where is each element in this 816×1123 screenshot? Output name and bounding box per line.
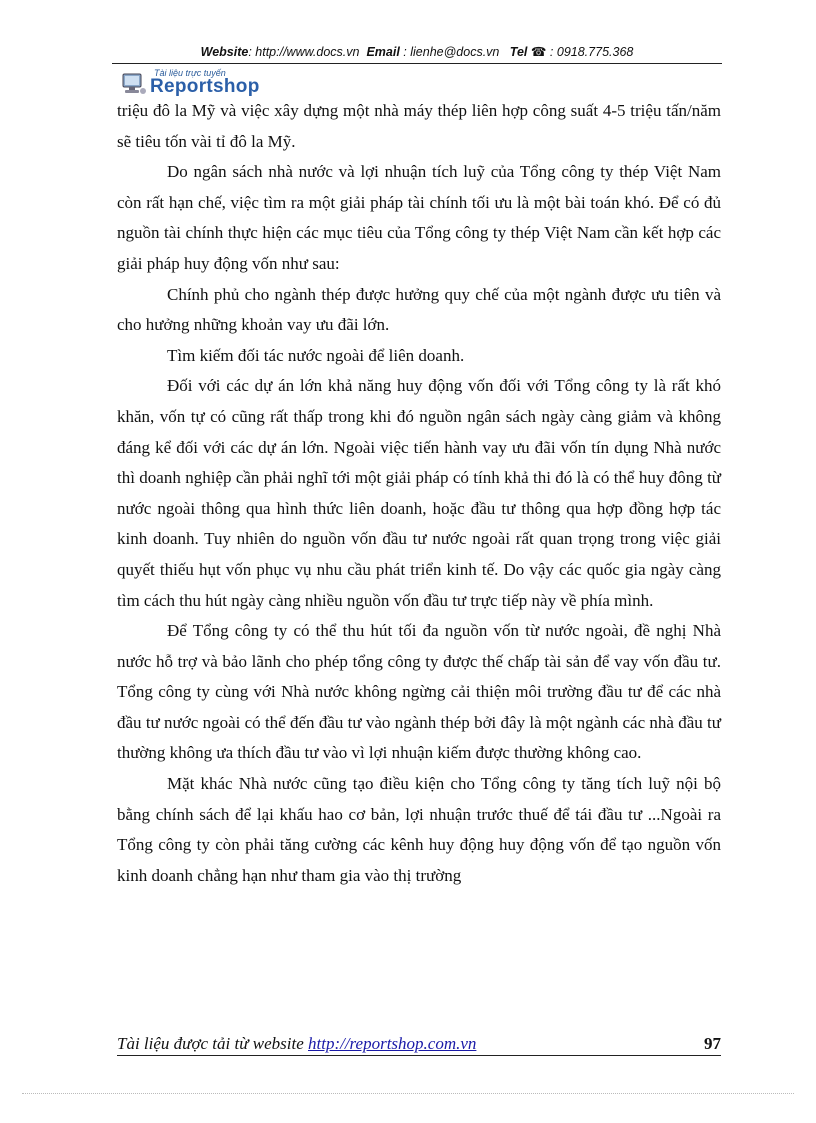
page-footer (117, 1034, 721, 1056)
tel-label: Tel (509, 45, 528, 59)
page-edge-divider (22, 1093, 794, 1094)
footer-text (117, 1034, 476, 1054)
paragraph: Chính phủ cho ngành thép được hưởng quy chế của một ngành được ưu tiên và cho hưởng những khoản vay ưu đãi lớn. (117, 284, 721, 335)
tel-value: ☎ : 0918.775.368 (530, 45, 634, 59)
footer-link[interactable]: http://reportshop.com.vn (308, 1034, 477, 1053)
paragraph: Để Tổng công ty có thể thu hút tối đa nguồn vốn từ nước ngoài, đề nghị Nhà nước hỗ trợ và bảo lãnh cho phép tổng công ty được thế chấp tài sản để vay vốn đầu tư. Tổng công ty cùng với Nhà nước không ngừng cải thiện môi trường đầu tư để các nhà đầu tư nước ngoài có thể đến đầu tư vào ngành thép bởi đây là một ngành các nhà đầu tư thường không ưa thích đầu tư vào vì lợi nhuận kiếm được thường không cao. (117, 621, 721, 763)
paragraph: Tìm kiếm đối tác nước ngoài để liên doanh. (167, 345, 465, 365)
footer-caption: Tài liệu được tải từ website (117, 1034, 308, 1053)
website-label: Website (200, 45, 249, 59)
reportshop-logo[interactable] (120, 68, 290, 98)
logo-tagline: Tài liệu trực tuyến (154, 68, 226, 78)
paragraph: Do ngân sách nhà nước và lợi nhuận tích luỹ của Tổng công ty thép Việt Nam còn rất hạn chế, việc tìm ra một giải pháp tài chính tối ưu là một bài toán khó. Để có đủ nguồn tài chính thực hiện các mục tiêu của Tổng công ty thép Việt Nam cần kết hợp các giải pháp huy động vốn như sau: (117, 162, 721, 273)
email-label: Email (366, 45, 400, 59)
website-value[interactable]: : http://www.docs.vn (248, 45, 360, 59)
page-number: 97 (704, 1034, 721, 1053)
document-body (117, 96, 721, 891)
logo-name: Reportshop (150, 76, 260, 97)
header-divider (112, 63, 722, 64)
email-value[interactable]: : lienhe@docs.vn (403, 45, 500, 59)
page-header (112, 44, 722, 59)
paragraph: Mặt khác Nhà nước cũng tạo điều kiện cho Tổng công ty tăng tích luỹ nội bộ bằng chính sách để lại khấu hao cơ bản, lợi nhuận trước thuế để tái đầu tư ...Ngoài ra Tổng công ty còn phải tăng cường các kênh huy động huy động vốn để tạo nguồn vốn kinh doanh chẳng hạn như tham gia vào thị trường (117, 774, 721, 885)
computer-icon (120, 72, 148, 96)
paragraph: triệu đô la Mỹ và việc xây dựng một nhà máy thép liên hợp công suất 4-5 triệu tấn/năm sẽ tiêu tốn vài tỉ đô la Mỹ. (117, 101, 721, 151)
paragraph: Đối với các dự án lớn khả năng huy động vốn đối với Tổng công ty là rất khó khăn, vốn tự có cũng rất thấp trong khi đó nguồn ngân sách ngày càng giảm và không đáng kể đối với các dự án lớn. Ngoài việc tiến hành vay ưu đãi vốn tín dụng Nhà nước thì doanh nghiệp cần phải nghĩ tới một giải pháp có tính khả thi đó là có thể huy đông từ nước ngoài thông qua hình thức liên doanh, hoặc đầu tư thông qua hợp đồng hợp tác kinh doanh. Tuy nhiên do nguồn vốn đầu tư nước ngoài rất quan trọng trong việc giải quyết thiếu hụt vốn phục vụ nhu cầu phát triển kinh tế. Do vậy các quốc gia ngày càng tìm cách thu hút ngày càng nhiều nguồn vốn đầu tư trực tiếp này về phía mình. (117, 376, 721, 610)
footer-divider (117, 1055, 721, 1056)
